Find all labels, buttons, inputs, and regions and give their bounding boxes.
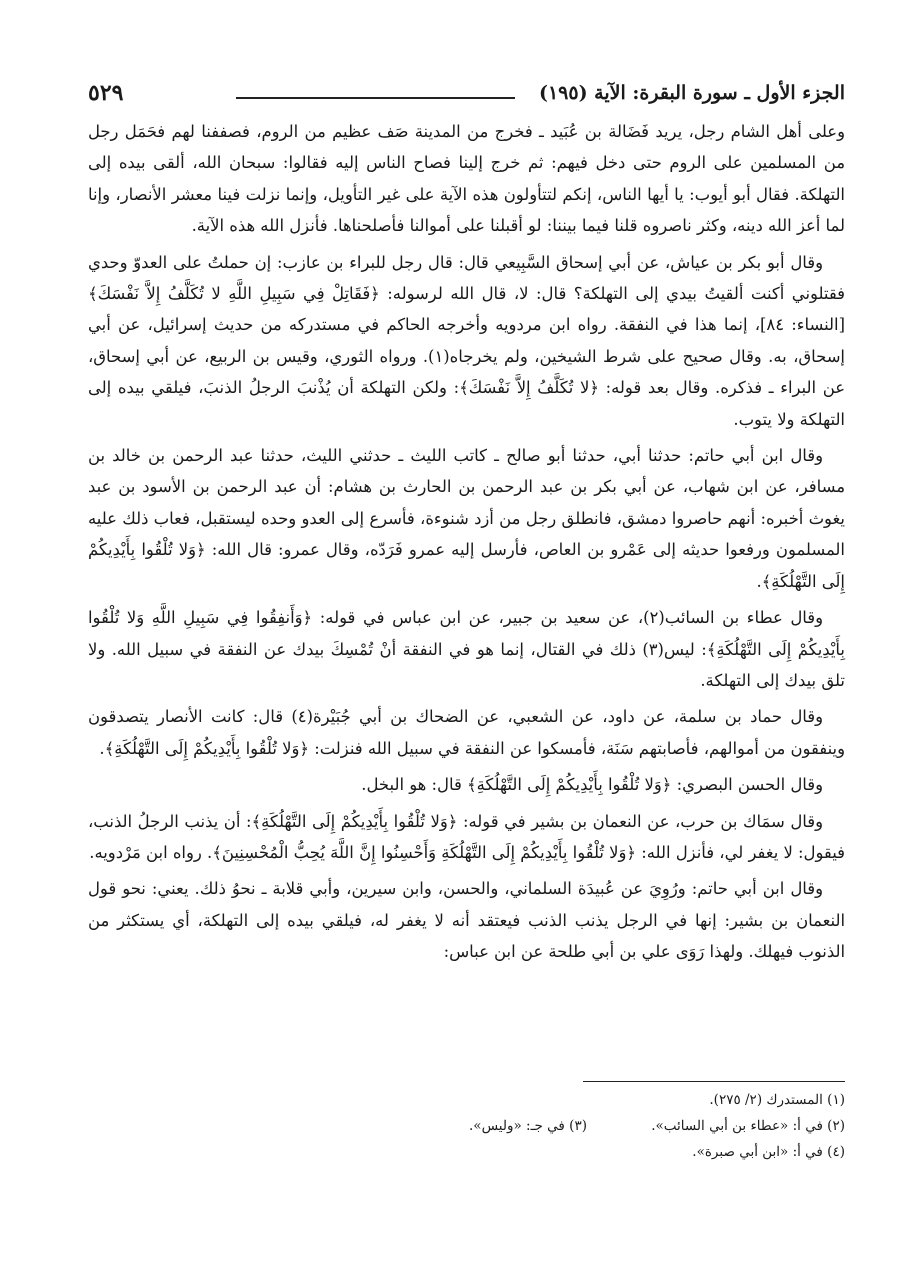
footnote-3: (٣) في جـ: «وليس». xyxy=(469,1118,587,1134)
running-header xyxy=(88,78,845,112)
footnote-rule xyxy=(583,1081,845,1082)
header-title: الجزء الأول ـ سورة البقرة: الآية (١٩٥) xyxy=(538,82,845,104)
header-rule xyxy=(236,97,515,99)
footnote-line xyxy=(88,1140,845,1166)
footnote-2: (٢) في أ: «عطاء بن أبي السائب». xyxy=(651,1118,845,1134)
footnotes xyxy=(88,1088,845,1166)
paragraph: وقال الحسن البصري: ﴿وَلا تُلْقُوا بِأَيْدِيكُمْ إِلَى التَّهْلُكَةِ﴾ قال: هو البخل. xyxy=(361,775,823,795)
footnote-1: (١) المستدرك (٢/ ٢٧٥). xyxy=(709,1092,845,1108)
paragraph: وعلى أهل الشام رجل، يريد فَضَالة بن عُبَيد ـ فخرج من المدينة صَف عظيم من الروم، فصففنا لهم فحَمَل رجل من المسلمين على الروم حتى دخل فيهم: ثم خرج إلينا فصاح الناس إليه فقالوا: سبحان الله، ألقى بيده إلى التهلكة. فقال أبو أيوب: يا أيها الناس، إنكم لتتأولون هذه الآية على غير التأويل، وإنما نزلت فينا معشر الأنصار، وإنا لما أعز الله دينه، وكثر ناصروه قلنا فيما بيننا: لو أقبلنا على أموالنا فأصلحناها. فأنزل الله هذه الآية. xyxy=(88,122,845,236)
paragraph: وقال ابن أبي حاتم: حدثنا أبي، حدثنا أبو صالح ـ كاتب الليث ـ حدثني الليث، حدثنا عبد الرحمن بن خالد بن مسافر، عن ابن شهاب، عن أبي بكر بن عبد الرحمن بن الحارث بن هشام: أن عبد الرحمن بن الأسود بن عبد يغوث أخبره: أنهم حاصروا دمشق، فانطلق رجل من أزد شنوءة، فأسرع إلى العدو وحده ليستقبل، فعاب ذلك عليه المسلمون ورفعوا حديثه إلى عَمْرو بن العاص، فأرسل إليه عمرو فَرَدّه، وقال عمرو: قال الله: ﴿وَلا تُلْقُوا بِأَيْدِيكُمْ إِلَى التَّهْلُكَةِ﴾. xyxy=(88,446,845,591)
footnote-line xyxy=(88,1114,845,1140)
paragraph: وقال حماد بن سلمة، عن داود، عن الشعبي، عن الضحاك بن أبي جُبَيْرة(٤) قال: كانت الأنصار يتصدقون وينفقون من أموالهم، فأصابتهم سَنَة، فأمسكوا عن النفقة في سبيل الله فنزلت: ﴿وَلا تُلْقُوا بِأَيْدِيكُمْ إِلَى التَّهْلُكَةِ﴾. xyxy=(88,707,845,758)
paragraph: وقال عطاء بن السائب(٢)، عن سعيد بن جبير، عن ابن عباس في قوله: ﴿وَأَنفِقُوا فِي سَبِيلِ اللَّهِ وَلا تُلْقُوا بِأَيْدِيكُمْ إِلَى التَّهْلُكَةِ﴾: ليس(٣) ذلك في القتال، إنما هو في النفقة أنْ تُمْسِكَ بيدك عن النفقة في سبيل الله. ولا تلق بيدك إلى التهلكة. xyxy=(88,608,845,690)
paragraph: وقال أبو بكر بن عياش، عن أبي إسحاق السَّبِيعي قال: قال رجل للبراء بن عازب: إن حملتُ على العدوّ وحدي فقتلوني أكنت ألقيتُ بيدي إلى التهلكة؟ قال: لا، قال الله لرسوله: ﴿فَقَاتِلْ فِي سَبِيلِ اللَّهِ لا تُكَلَّفُ إِلاَّ نَفْسَكَ﴾ [النساء: ٨٤]، إنما هذا في النفقة. رواه ابن مردويه وأخرجه الحاكم في مستدركه من حديث إسرائيل، عن أبي إسحاق، به. وقال صحيح على شرط الشيخين، ولم يخرجاه(١). ورواه الثوري، وقيس بن الربيع، عن أبي إسحاق، عن البراء ـ فذكره. وقال بعد قوله: ﴿لا تُكَلَّفُ إِلاَّ نَفْسَكَ﴾: ولكن التهلكة أن يُذْنبَ الرجلُ الذنبَ، فيلقي بيده إلى التهلكة ولا يتوب. xyxy=(88,252,845,429)
footnote-line xyxy=(88,1088,845,1114)
main-text xyxy=(88,116,845,973)
footnote-4: (٤) في أ: «ابن أبي صبرة». xyxy=(692,1144,845,1160)
page-number: ٥٢٩ xyxy=(88,80,124,106)
paragraph: وقال ابن أبي حاتم: ورُوِيَ عن عُبيدَة السلماني، والحسن، وابن سيرين، وأبي قلابة ـ نحوُ ذلك. يعني: نحو قول النعمان بن بشير: إنها في الرجل يذنب الذنب فيعتقد أنه لا يغفر له، فيلقي بيده إلى التهلكة، أي يستكثر من الذنوب فيهلك. ولهذا رَوَى علي بن أبي طلحة عن ابن عباس: xyxy=(88,879,845,962)
paragraph: وقال سمَاك بن حرب، عن النعمان بن بشير في قوله: ﴿وَلا تُلْقُوا بِأَيْدِيكُمْ إِلَى التَّهْلُكَةِ﴾: أن يذنب الرجلُ الذنب، فيقول: لا يغفر لي، فأنزل الله: ﴿وَلا تُلْقُوا بِأَيْدِيكُمْ إِلَى التَّهْلُكَةِ وَأَحْسِنُوا إِنَّ اللَّهَ يُحِبُّ الْمُحْسِنِينَ﴾. رواه ابن مَرْدويه. xyxy=(88,811,845,862)
